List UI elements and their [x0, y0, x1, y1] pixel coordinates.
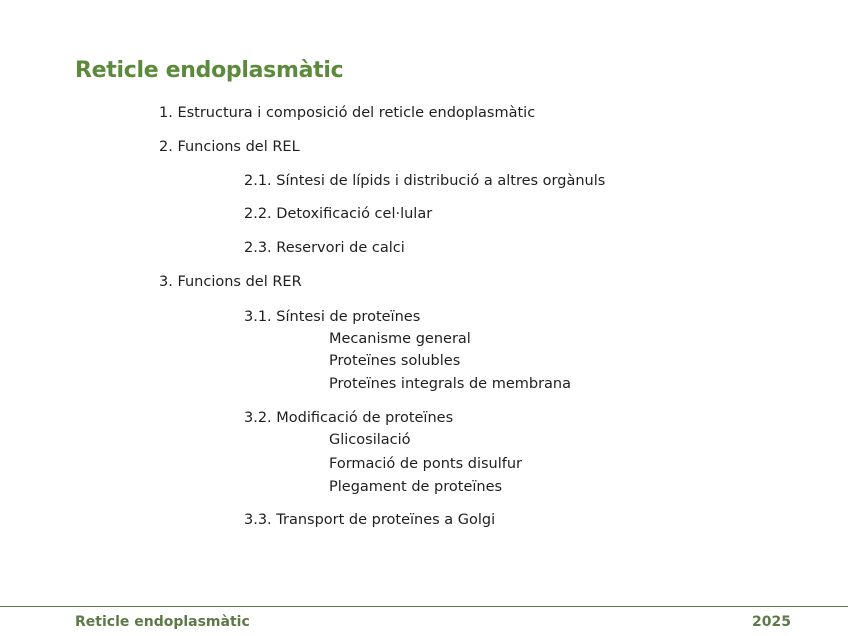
toc-item-2-1: 2.1. Síntesi de lípids i distribució a altres orgànuls: [244, 173, 606, 189]
footer-title: Reticle endoplasmàtic: [75, 614, 250, 630]
toc-item-2: 2. Funcions del REL: [159, 139, 300, 155]
toc-item-1: 1. Estructura i composició del reticle endoplasmàtic: [159, 105, 536, 121]
footer-year: 2025: [752, 614, 791, 630]
toc-subitem-3-1-a: Mecanisme general: [329, 331, 471, 347]
toc-item-3-1: 3.1. Síntesi de proteïnes: [244, 309, 421, 325]
toc-item-3-3: 3.3. Transport de proteïnes a Golgi: [244, 512, 496, 528]
toc-subitem-3-1-c: Proteïnes integrals de membrana: [329, 376, 572, 392]
toc-item-3: 3. Funcions del RER: [159, 274, 302, 290]
toc-item-2-3: 2.3. Reservori de calci: [244, 240, 405, 256]
footer-divider: [0, 606, 848, 607]
page-title: Reticle endoplasmàtic: [75, 58, 344, 83]
toc-subitem-3-2-a: Glicosilació: [329, 432, 411, 448]
toc-item-2-2: 2.2. Detoxificació cel·lular: [244, 206, 433, 222]
toc-subitem-3-2-c: Plegament de proteïnes: [329, 479, 503, 495]
toc-item-3-2: 3.2. Modificació de proteïnes: [244, 410, 454, 426]
toc-subitem-3-1-b: Proteïnes solubles: [329, 353, 461, 369]
toc-subitem-3-2-b: Formació de ponts disulfur: [329, 456, 523, 472]
